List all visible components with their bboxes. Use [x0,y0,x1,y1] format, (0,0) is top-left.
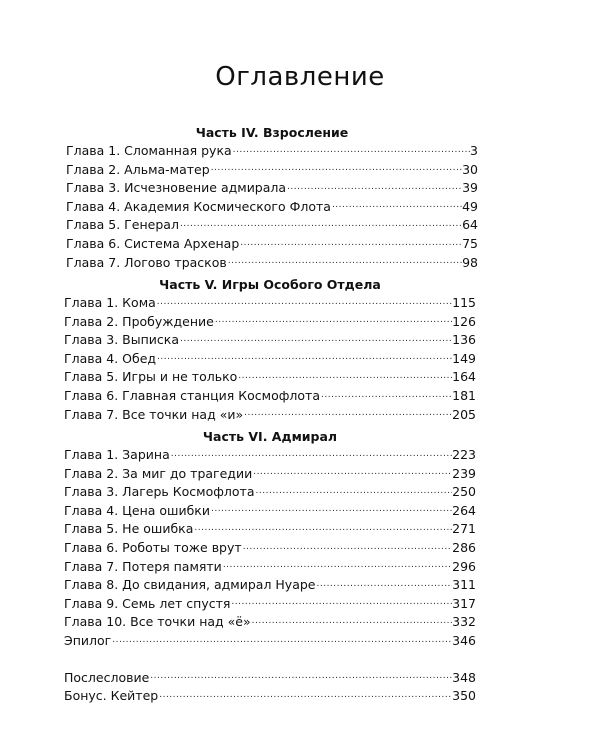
entry-page: 286 [452,539,476,555]
dot-leader [159,688,452,702]
entry-title: Глава 9. Семь лет спустя [64,595,231,611]
part-heading: Часть V. Игры Особого Отдела [159,277,381,292]
entry-title: Бонус. Кейтер [64,688,159,704]
entry-page: 264 [452,502,476,518]
entry-page: 350 [452,688,476,704]
toc-entry[interactable] [64,446,476,465]
entry-page: 223 [452,447,476,462]
entry-title: Глава 2. За миг до трагедии [64,465,253,481]
entry-page: 164 [452,369,476,385]
entry-title: Глава 7. Потеря памяти [64,558,222,574]
entry-title: Глава 2. Альма-матер [66,161,210,177]
entry-page: 149 [452,350,476,366]
entry-title: Глава 1. Кома [64,295,156,310]
entry-title: Глава 4. Обед [64,350,157,366]
dot-leader [171,447,452,461]
dot-leader [228,254,462,268]
part-6-section [64,428,476,706]
entry-title: Глава 3. Лагерь Космофлота [64,484,255,500]
toc-entry[interactable] [64,483,476,502]
entry-page: 205 [452,406,476,422]
dot-leader [157,295,452,309]
dot-leader [180,332,452,346]
dot-leader [223,558,452,572]
entry-page: 239 [452,465,476,481]
dot-leader [332,198,462,212]
entry-page: 75 [462,235,478,251]
entry-page: 39 [462,180,478,196]
dot-leader [157,350,452,364]
dot-leader [287,180,462,194]
toc-entry[interactable] [64,387,476,406]
toc-entry[interactable] [64,613,476,632]
part-4-section [66,124,478,272]
entry-page: 346 [452,632,476,648]
dot-leader [211,502,452,516]
toc-entry[interactable] [66,161,478,180]
entry-title: Глава 2. Пробуждение [64,313,214,329]
entry-page: 296 [452,558,476,574]
dot-leader [211,161,462,175]
part-5-section [64,276,476,424]
toc-entry[interactable] [64,350,476,369]
entry-page: 98 [462,254,478,270]
toc-entry[interactable] [64,687,476,706]
toc-entry[interactable] [64,539,476,558]
entry-title: Глава 4. Академия Космического Флота [66,198,331,214]
dot-leader [150,669,452,683]
entry-title: Глава 5. Не ошибка [64,521,194,537]
toc-entry[interactable] [64,576,476,595]
toc-entry[interactable] [64,595,476,614]
entry-title: Послесловие [64,669,150,685]
toc-entry[interactable] [66,216,478,235]
entry-page: 250 [452,484,476,500]
entry-page: 49 [462,198,478,214]
dot-leader [256,484,453,498]
entry-page: 115 [452,295,476,310]
entry-title: Глава 1. Зарина [64,447,170,462]
dot-leader [238,369,452,383]
dot-leader [316,577,452,591]
toc-entry[interactable] [64,632,476,651]
part-heading: Часть VI. Адмирал [202,429,338,444]
section-gap [64,651,476,669]
toc-entry[interactable] [64,669,476,688]
entry-page: 64 [462,217,478,233]
entry-title: Глава 7. Логово трасков [66,254,227,270]
toc-entry[interactable] [64,502,476,521]
toc-entry[interactable] [64,465,476,484]
dot-leader [231,595,452,609]
entry-title: Глава 6. Главная станция Космофлота [64,387,320,403]
dot-leader [112,633,452,647]
entry-page: 317 [452,595,476,611]
dot-leader [244,406,452,420]
entry-page: 181 [452,387,476,403]
toc-entry[interactable] [66,254,478,273]
toc-entry[interactable] [64,520,476,539]
entry-page: 3 [470,143,478,158]
dot-leader [180,217,462,231]
dot-leader [321,388,452,402]
entry-page: 30 [462,161,478,177]
toc-entry[interactable] [64,368,476,387]
entry-title: Эпилог [64,632,112,648]
entry-page: 348 [452,669,476,685]
dot-leader [243,540,452,554]
page-title: Оглавление [215,62,385,92]
entry-title: Глава 4. Цена ошибки [64,502,210,518]
toc-entry[interactable] [66,142,478,161]
entry-title: Глава 5. Генерал [66,217,179,233]
toc-entry[interactable] [64,558,476,577]
toc-entry[interactable] [64,294,476,313]
entry-title: Глава 5. Игры и не только [64,369,238,385]
entry-title: Глава 1. Сломанная рука [66,143,232,158]
entry-page: 311 [452,577,476,593]
dot-leader [253,465,452,479]
toc-entry[interactable] [64,406,476,425]
entry-title: Глава 8. До свидания, адмирал Нуаре [64,577,316,593]
part-heading: Часть IV. Взросление [195,125,349,140]
toc-entry[interactable] [64,313,476,332]
entry-page: 271 [452,521,476,537]
entry-title: Глава 3. Исчезновение адмирала [66,180,287,196]
entry-title: Глава 7. Все точки над «и» [64,406,244,422]
entry-page: 126 [452,313,476,329]
dot-leader [194,521,452,535]
toc-entry[interactable] [66,198,478,217]
entry-title: Глава 6. Роботы тоже врут [64,539,242,555]
toc-entry[interactable] [66,179,478,198]
entry-page: 136 [452,332,476,348]
toc-entry[interactable] [66,235,478,254]
dot-leader [233,143,470,157]
entry-title: Глава 6. Система Архенар [66,235,240,251]
entry-page: 332 [452,614,476,630]
toc-entry[interactable] [64,331,476,350]
dot-leader [215,313,452,327]
dot-leader [240,236,462,250]
entry-title: Глава 3. Выписка [64,332,179,348]
dot-leader [252,614,453,628]
entry-title: Глава 10. Все точки над «ё» [64,614,251,630]
